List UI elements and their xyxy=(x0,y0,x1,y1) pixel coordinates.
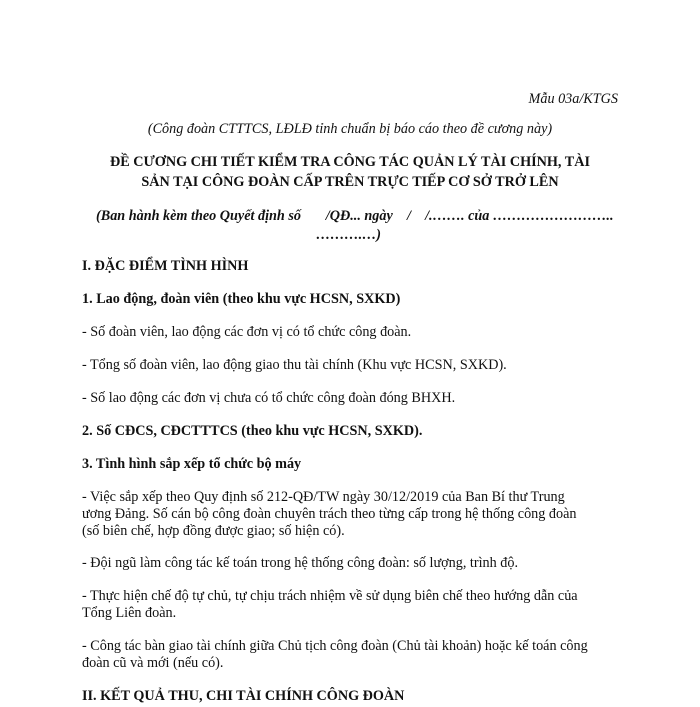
list-item: - Đội ngũ làm công tác kế toán trong hệ thống công đoàn: số lượng, trình độ. xyxy=(82,555,519,571)
decision-reference-line-2: ……….…) xyxy=(316,227,382,243)
subsection-1-heading: 1. Lao động, đoàn viên (theo khu vực HCSN, SXKD) xyxy=(82,291,401,307)
list-item: - Thực hiện chế độ tự chủ, tự chịu trách nhiệm về sử dụng biên chế theo hướng dẫn của xyxy=(82,588,578,604)
section-1-heading: I. ĐẶC ĐIỂM TÌNH HÌNH xyxy=(82,258,249,274)
form-code: Mẫu 03a/KTGS xyxy=(528,91,618,107)
list-item: ương Đảng. Số cán bộ công đoàn chuyên trách theo từng cấp trong hệ thống công đoàn xyxy=(82,506,577,522)
list-item: đoàn cũ và mới (nếu có). xyxy=(82,655,224,671)
subsection-3-heading: 3. Tình hình sắp xếp tổ chức bộ máy xyxy=(82,456,302,472)
list-item: (số biên chế, hợp đồng được giao; số hiện có). xyxy=(82,523,345,539)
subsection-2-heading: 2. Số CĐCS, CĐCTTTCS (theo khu vực HCSN, SXKD). xyxy=(82,423,423,439)
list-item: - Việc sắp xếp theo Quy định số 212-QĐ/TW ngày 30/12/2019 của Ban Bí thư Trung xyxy=(82,489,565,505)
decision-reference-line-1: (Ban hành kèm theo Quyết định số /QĐ... ngày / /.……. của …………………….. xyxy=(96,208,614,224)
list-item: - Số đoàn viên, lao động các đơn vị có tổ chức công đoàn. xyxy=(82,324,412,340)
list-item: - Số lao động các đơn vị chưa có tổ chức công đoàn đóng BHXH. xyxy=(82,390,456,406)
list-item: Tổng Liên đoàn. xyxy=(82,605,177,621)
document-title-line-2: SẢN TẠI CÔNG ĐOÀN CẤP TRÊN TRỰC TIẾP CƠ SỞ TRỞ LÊN xyxy=(141,174,559,190)
section-2-heading: II. KẾT QUẢ THU, CHI TÀI CHÍNH CÔNG ĐOÀN xyxy=(82,688,405,704)
list-item: - Công tác bàn giao tài chính giữa Chủ tịch công đoàn (Chủ tài khoản) hoặc kế toán công xyxy=(82,638,588,654)
preparer-note: (Công đoàn CTTTCS, LĐLĐ tỉnh chuẩn bị báo cáo theo đề cương này) xyxy=(147,121,553,137)
document-title-line-1: ĐỀ CƯƠNG CHI TIẾT KIỂM TRA CÔNG TÁC QUẢN LÝ TÀI CHÍNH, TÀI xyxy=(110,154,590,170)
list-item: - Tổng số đoàn viên, lao động giao thu tài chính (Khu vực HCSN, SXKD). xyxy=(82,357,507,373)
